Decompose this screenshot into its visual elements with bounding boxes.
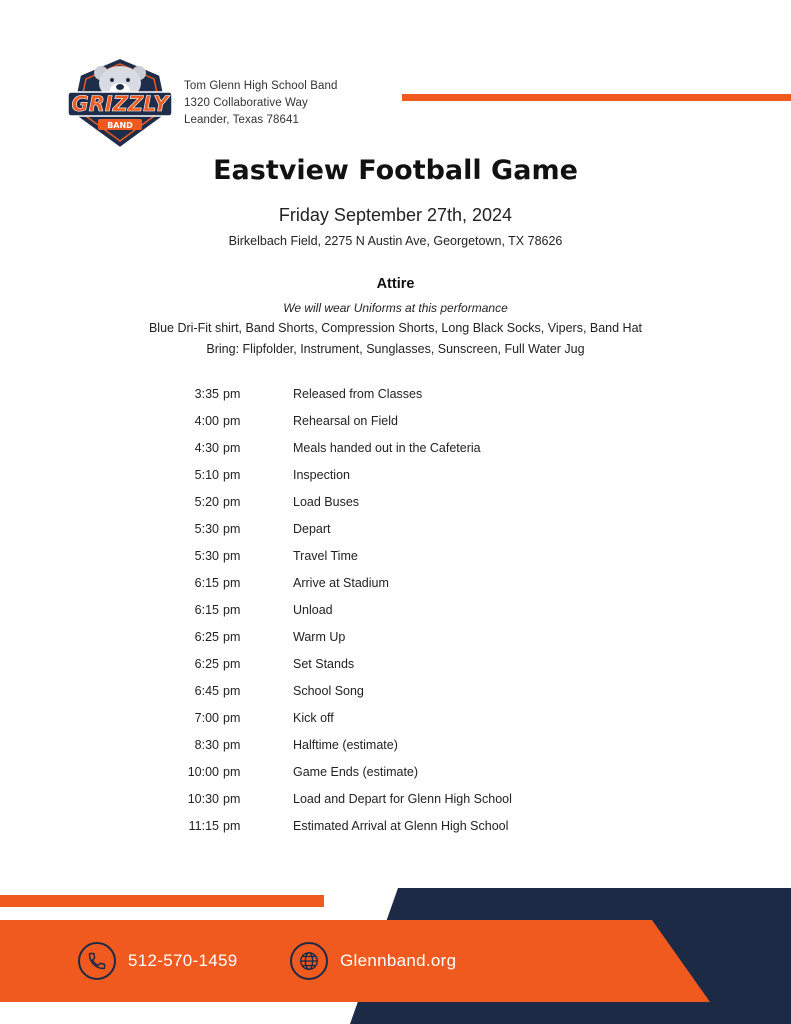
schedule-time: 6:45 [194,684,219,698]
schedule-row [0,813,791,840]
schedule-event: Halftime (estimate) [293,738,398,752]
schedule-event: Game Ends (estimate) [293,765,419,779]
schedule-row [0,651,791,678]
website-link: Glennband.org [340,951,457,970]
footer-website[interactable] [290,940,456,982]
schedule-ampm: pm [223,549,241,563]
schedule-row [0,759,791,786]
schedule-row [0,408,791,435]
schedule-ampm: pm [223,657,241,671]
schedule-ampm: pm [223,441,241,455]
schedule-event: Load Buses [293,495,360,509]
schedule-event: Set Stands [293,657,355,671]
schedule-ampm: pm [223,819,241,833]
schedule-row [0,732,791,759]
schedule-ampm: pm [223,603,241,617]
schedule-event: Unload [293,603,333,617]
schedule-row [0,678,791,705]
event-date: Friday September 27th, 2024 [278,205,513,225]
schedule-time: 4:00 [194,414,219,428]
schedule-event: School Song [293,684,364,698]
schedule-time: 5:20 [194,495,219,509]
schedule-time: 6:15 [194,603,219,617]
schedule-ampm: pm [223,576,241,590]
schedule-event: Warm Up [293,630,346,644]
schedule-row [0,624,791,651]
phone-icon [78,942,116,980]
schedule-ampm: pm [223,468,241,482]
schedule-time: 3:35 [194,387,219,401]
logo-wordmark: GRIZZLY [71,92,169,116]
schedule-row [0,597,791,624]
phone-number: 512-570-1459 [128,951,238,970]
schedule-event: Inspection [293,468,350,482]
attire-heading: Attire [376,276,415,292]
schedule-ampm: pm [223,738,241,752]
schedule-event: Meals handed out in the Cafeteria [293,441,481,455]
globe-icon [290,942,328,980]
schedule-time: 4:30 [194,441,219,455]
attire-items: Blue Dri-Fit shirt, Band Shorts, Compression Shorts, Long Black Socks, Vipers, Band Hat [148,321,643,335]
schedule-time: 5:10 [194,468,219,482]
address-line-1: 1320 Collaborative Way [184,97,308,109]
schedule-event: Released from Classes [293,387,423,401]
schedule-time: 8:30 [194,738,219,752]
schedule-time: 10:30 [187,792,219,806]
schedule-row [0,543,791,570]
schedule-ampm: pm [223,522,241,536]
schedule-row [0,516,791,543]
schedule-event: Arrive at Stadium [293,576,389,590]
schedule-ampm: pm [223,387,241,401]
org-name: Tom Glenn High School Band [184,80,338,92]
schedule-ampm: pm [223,684,241,698]
schedule-row [0,462,791,489]
logo-band-label: BAND [107,121,133,130]
schedule-list [0,381,791,840]
page-title: Eastview Football Game [213,155,578,186]
schedule-row [0,435,791,462]
schedule-time: 11:15 [188,819,219,833]
schedule-time: 5:30 [194,549,219,563]
schedule-time: 6:25 [194,630,219,644]
attire-note: We will wear Uniforms at this performance [283,301,508,315]
schedule-ampm: pm [223,495,241,509]
schedule-ampm: pm [223,765,241,779]
schedule-event: Depart [293,522,331,536]
schedule-ampm: pm [223,630,241,644]
schedule-time: 5:30 [194,522,219,536]
event-venue: Birkelbach Field, 2275 N Austin Ave, Georgetown, TX 78626 [228,234,563,248]
schedule-row [0,570,791,597]
schedule-row [0,786,791,813]
schedule-event: Load and Depart for Glenn High School [293,792,512,806]
schedule-time: 6:15 [194,576,219,590]
schedule-time: 10:00 [187,765,219,779]
schedule-row [0,705,791,732]
schedule-ampm: pm [223,414,241,428]
schedule-event: Travel Time [293,549,358,563]
header-accent-bar [402,94,791,101]
schedule-row [0,489,791,516]
attire-bring: Bring: Flipfolder, Instrument, Sunglasses, Sunscreen, Full Water Jug [206,342,585,356]
schedule-ampm: pm [223,711,241,725]
schedule-event: Estimated Arrival at Glenn High School [293,819,509,833]
organization-block [184,78,337,129]
footer-phone[interactable] [78,940,237,982]
schedule-time: 7:00 [194,711,219,725]
address-line-2: Leander, Texas 78641 [184,114,299,126]
schedule-event: Kick off [293,711,334,725]
schedule-time: 6:25 [194,657,219,671]
grizzly-band-logo [64,55,176,151]
schedule-event: Rehearsal on Field [293,414,398,428]
schedule-ampm: pm [223,792,241,806]
schedule-row [0,381,791,408]
